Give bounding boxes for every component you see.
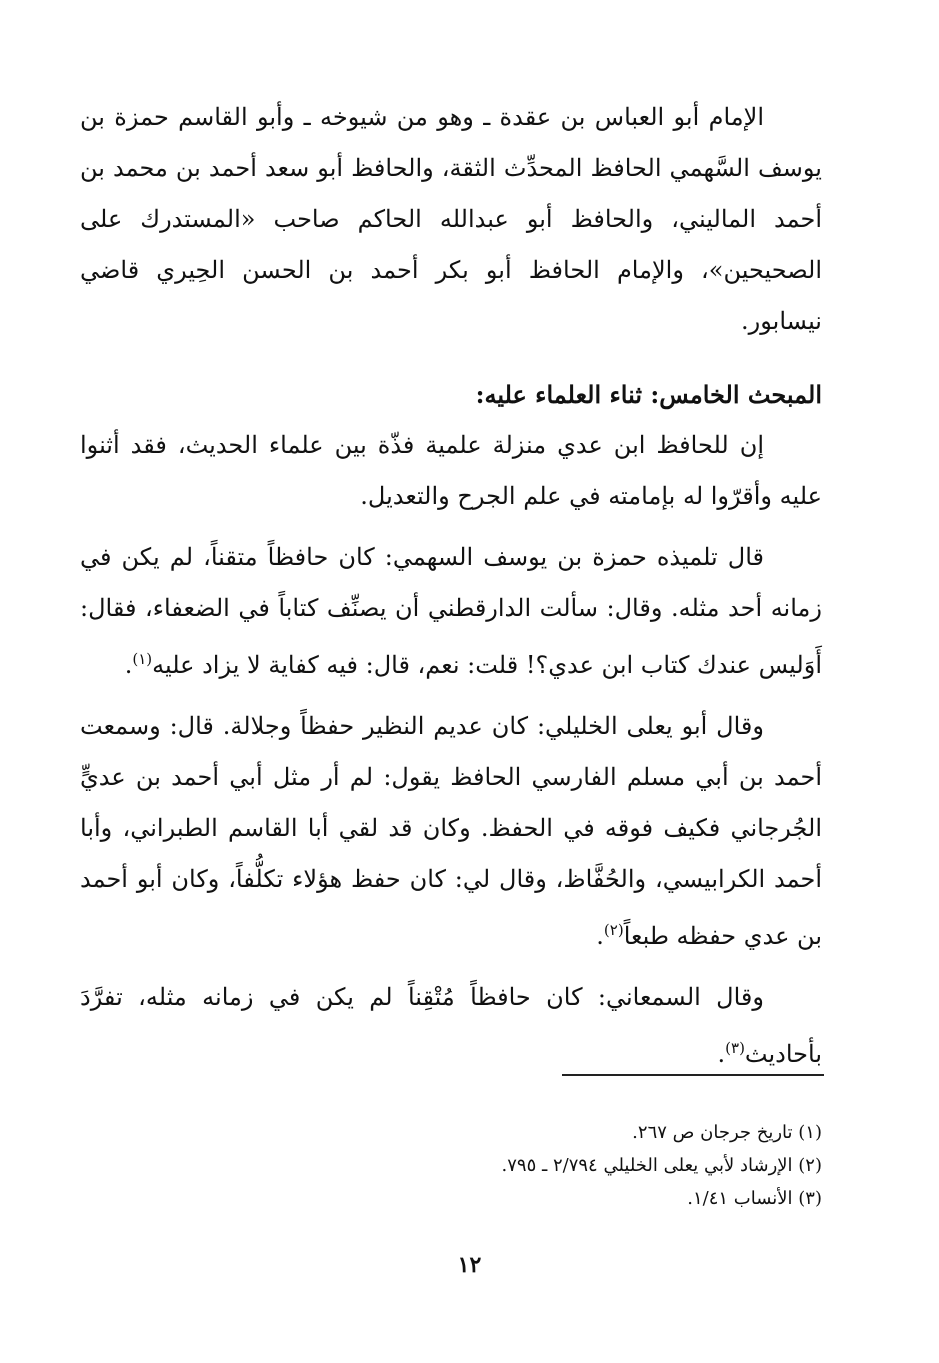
footnote-3: (٣) الأنساب ١/٤١. bbox=[687, 1188, 822, 1209]
footnote-1: (١) تاريخ جرجان ص ٢٦٧. bbox=[632, 1122, 822, 1143]
footnote-2: (٢) الإرشاد لأبي يعلى الخليلي ٢/٧٩٤ ـ ٧٩٥. bbox=[501, 1155, 822, 1176]
page-body bbox=[80, 92, 822, 1080]
paragraph-5-text: وقال السمعاني: كان حافظاً مُتْقِناً لم يكن في زمانه مثله، تفرَّدَ بأحاديث bbox=[80, 983, 822, 1068]
footnote-separator bbox=[562, 1074, 824, 1076]
paragraph-2: إن للحافظ ابن عدي منزلة علمية فذّة بين علماء الحديث، فقد أثنوا عليه وأقرّوا له بإمامته في علم الجرح والتعديل. bbox=[80, 431, 822, 510]
paragraph-4 bbox=[80, 701, 822, 962]
footnotes bbox=[80, 1116, 822, 1215]
paragraph-4-end: . bbox=[596, 922, 604, 950]
paragraph-1: الإمام أبو العباس بن عقدة ـ وهو من شيوخه ـ وأبو القاسم حمزة بن يوسف السَّهمي الحافظ المحدِّث الثقة، والحافظ أبو سعد أحمد بن محمد بن أحمد الماليني، والحافظ أبو عبدالله الحاكم صاحب «المستدرك على الصحيحين»، والإمام الحافظ أبو بكر أحمد بن الحسن الحِيري قاضي نيسابور. bbox=[80, 103, 822, 335]
paragraph-4-text: وقال أبو يعلى الخليلي: كان عديم النظير حفظاً وجلالة. قال: وسمعت أحمد بن أبي مسلم الفارسي الحافظ يقول: لم أر مثل أبي أحمد بن عديٍّ الجُرجاني فكيف فوقه في الحفظ. وكان قد لقي أبا القاسم الطبراني، وأبا أحمد الكرابيسي، والحُفَّاظ، وقال لي: كان حفظ هؤلاء تكلُّفاً، وكان أبو أحمد بن عدي حفظه طبعاً bbox=[80, 712, 822, 950]
paragraph-5-end: . bbox=[717, 1040, 726, 1068]
paragraph-3-text: قال تلميذه حمزة بن يوسف السهمي: كان حافظاً متقناً، لم يكن في زمانه أحد مثله. وقال: سألت الدارقطني أن يصنِّف كتاباً في الضعفاء، فقال: أَوَليس عندك كتاب ابن عدي؟! قلت: نعم، قال: فيه كفاية لا يزاد عليه bbox=[80, 543, 822, 679]
footnote-ref-2: (٢) bbox=[603, 921, 624, 939]
paragraph-5 bbox=[80, 972, 822, 1080]
paragraph-3-end: . bbox=[124, 651, 133, 679]
footnote-ref-1: (١) bbox=[132, 650, 153, 668]
paragraph-3 bbox=[80, 532, 822, 691]
footnote-ref-3: (٣) bbox=[725, 1039, 745, 1057]
page-number: ١٢ bbox=[457, 1252, 482, 1278]
section-heading: المبحث الخامس: ثناء العلماء عليه: bbox=[475, 380, 822, 409]
